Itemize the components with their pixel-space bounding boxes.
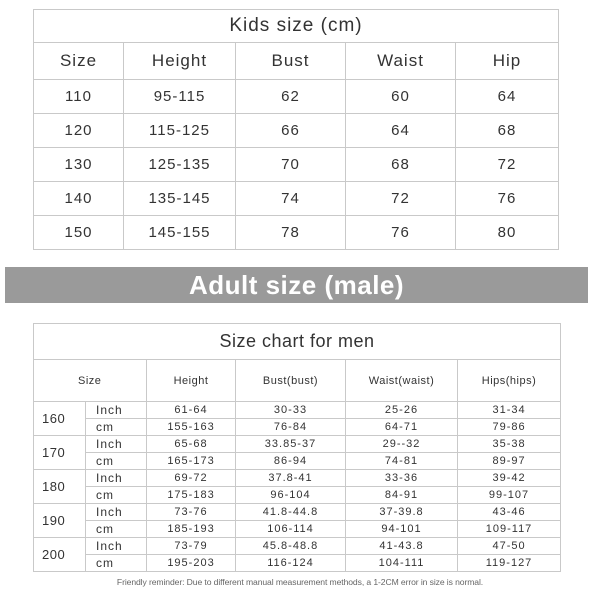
waist-cell: 41-43.8 [346,538,458,555]
kids-header-hip: Hip [456,43,559,80]
kids-cell-size: 130 [34,148,124,182]
men-size-cell: 170 [34,436,86,470]
kids-header-bust: Bust [236,43,346,80]
kids-cell-bust: 70 [236,148,346,182]
waist-cell: 84-91 [346,487,458,504]
table-row [34,182,559,216]
unit-cell: Inch [86,470,147,487]
hips-cell: 47-50 [458,538,561,555]
kids-cell-height: 95-115 [124,80,236,114]
kids-size-table [33,9,559,250]
kids-cell-hip: 80 [456,216,559,250]
hips-cell: 79-86 [458,419,561,436]
table-row [34,114,559,148]
men-size-table [33,323,561,572]
kids-cell-size: 150 [34,216,124,250]
kids-cell-height: 115-125 [124,114,236,148]
bust-cell: 33.85-37 [236,436,346,453]
unit-cell: cm [86,453,147,470]
kids-cell-waist: 64 [346,114,456,148]
waist-cell: 104-111 [346,555,458,572]
table-row [34,555,561,572]
kids-cell-size: 140 [34,182,124,216]
kids-cell-hip: 72 [456,148,559,182]
waist-cell: 74-81 [346,453,458,470]
men-size-cell: 160 [34,402,86,436]
height-cell: 185-193 [147,521,236,538]
bust-cell: 96-104 [236,487,346,504]
kids-header-size: Size [34,43,124,80]
hips-cell: 119-127 [458,555,561,572]
unit-cell: cm [86,521,147,538]
kids-cell-size: 110 [34,80,124,114]
height-cell: 61-64 [147,402,236,419]
hips-cell: 31-34 [458,402,561,419]
kids-cell-waist: 72 [346,182,456,216]
men-size-cell: 180 [34,470,86,504]
waist-cell: 33-36 [346,470,458,487]
kids-cell-height: 145-155 [124,216,236,250]
table-row [34,504,561,521]
men-header-height: Height [147,360,236,402]
height-cell: 73-76 [147,504,236,521]
kids-cell-waist: 76 [346,216,456,250]
kids-header-waist: Waist [346,43,456,80]
hips-cell: 109-117 [458,521,561,538]
unit-cell: Inch [86,504,147,521]
kids-cell-hip: 68 [456,114,559,148]
height-cell: 73-79 [147,538,236,555]
kids-cell-bust: 78 [236,216,346,250]
kids-cell-waist: 60 [346,80,456,114]
table-row [34,538,561,555]
unit-cell: Inch [86,538,147,555]
kids-cell-waist: 68 [346,148,456,182]
men-size-cell: 200 [34,538,86,572]
kids-cell-bust: 74 [236,182,346,216]
kids-cell-hip: 76 [456,182,559,216]
unit-cell: Inch [86,436,147,453]
height-cell: 69-72 [147,470,236,487]
bust-cell: 41.8-44.8 [236,504,346,521]
kids-cell-height: 125-135 [124,148,236,182]
table-row [34,402,561,419]
unit-cell: cm [86,419,147,436]
kids-cell-hip: 64 [456,80,559,114]
unit-cell: cm [86,555,147,572]
hips-cell: 99-107 [458,487,561,504]
kids-table-title: Kids size (cm) [34,10,559,43]
kids-cell-bust: 66 [236,114,346,148]
waist-cell: 25-26 [346,402,458,419]
height-cell: 195-203 [147,555,236,572]
hips-cell: 35-38 [458,436,561,453]
hips-cell: 39-42 [458,470,561,487]
bust-cell: 45.8-48.8 [236,538,346,555]
table-row [34,521,561,538]
height-cell: 65-68 [147,436,236,453]
bust-cell: 37.8-41 [236,470,346,487]
men-header-waist: Waist(waist) [346,360,458,402]
height-cell: 175-183 [147,487,236,504]
table-row [34,419,561,436]
men-size-cell: 190 [34,504,86,538]
height-cell: 165-173 [147,453,236,470]
table-row [34,216,559,250]
bust-cell: 30-33 [236,402,346,419]
hips-cell: 89-97 [458,453,561,470]
adult-size-banner: Adult size (male) [5,267,588,303]
table-row [34,453,561,470]
table-row [34,436,561,453]
men-header-bust: Bust(bust) [236,360,346,402]
unit-cell: cm [86,487,147,504]
kids-cell-height: 135-145 [124,182,236,216]
men-header-hips: Hips(hips) [458,360,561,402]
waist-cell: 94-101 [346,521,458,538]
table-row [34,148,559,182]
bust-cell: 76-84 [236,419,346,436]
kids-cell-size: 120 [34,114,124,148]
kids-header-height: Height [124,43,236,80]
kids-cell-bust: 62 [236,80,346,114]
table-row [34,487,561,504]
bust-cell: 116-124 [236,555,346,572]
table-row [34,80,559,114]
men-header-size: Size [34,360,147,402]
waist-cell: 64-71 [346,419,458,436]
height-cell: 155-163 [147,419,236,436]
unit-cell: Inch [86,402,147,419]
bust-cell: 86-94 [236,453,346,470]
table-row [34,470,561,487]
men-table-title: Size chart for men [34,324,561,360]
bust-cell: 106-114 [236,521,346,538]
waist-cell: 37-39.8 [346,504,458,521]
friendly-reminder-note: Friendly reminder: Due to different manual measurement methods, a 1-2CM error in size is normal. [116,577,484,587]
hips-cell: 43-46 [458,504,561,521]
waist-cell: 29--32 [346,436,458,453]
